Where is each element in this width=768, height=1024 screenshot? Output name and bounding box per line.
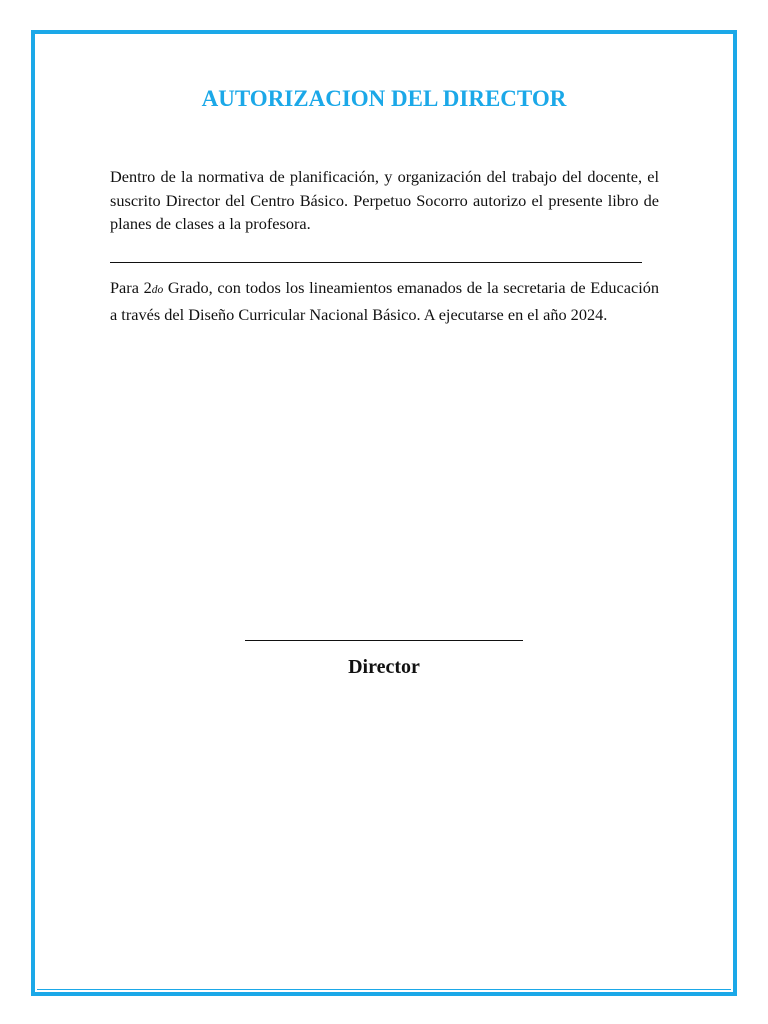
signature-line	[245, 640, 523, 641]
authorization-paragraph: Dentro de la normativa de planificación, y organización del trabajo del docente, el suscrito Director del Centro Básico. Perpetuo Socorro autorizo el presente libro de planes de clases a la profesora.	[110, 167, 659, 233]
grade-paragraph	[110, 276, 659, 326]
document-title: AUTORIZACION DEL DIRECTOR	[201, 86, 567, 111]
grade-paragraph-rest: Grado, con todos los lineamientos emanados de la secretaria de Educación a través del Diseño Curricular Nacional Básico. A ejecutarse en el año 2024.	[110, 278, 660, 324]
page-border-bottom-rule	[37, 989, 731, 990]
grade-ordinal-suffix: do	[151, 284, 164, 296]
grade-paragraph-prefix: Para 2	[110, 278, 152, 297]
teacher-name-blank-line	[110, 262, 642, 263]
signature-label: Director	[348, 656, 420, 678]
